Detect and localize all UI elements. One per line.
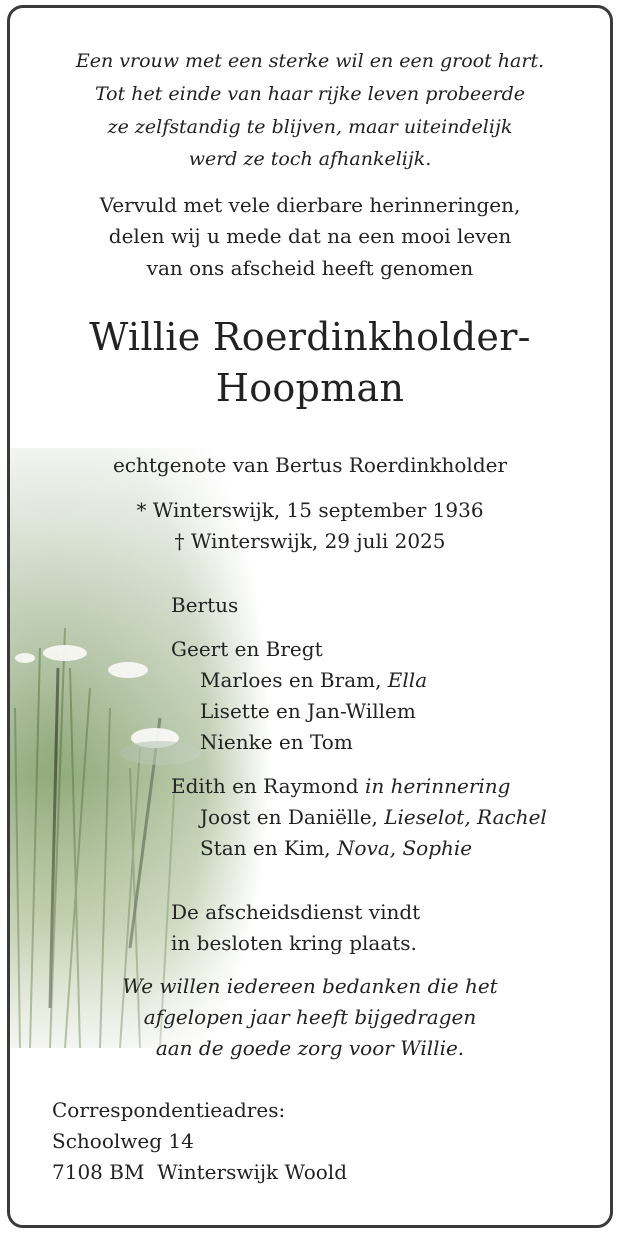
intro-quote-line: ze zelfstandig te blijven, maar uiteindelijk: [107, 116, 513, 138]
family-partner: Bertus: [171, 593, 239, 617]
family-member: Joost en Daniëlle, Lieselot, Rachel: [200, 805, 547, 829]
family-group-head: Geert en Bregt: [171, 637, 323, 661]
intro-quote-line: Een vrouw met een sterke wil en een groot hart.: [75, 50, 545, 72]
family-member: Marloes en Bram, Ella: [200, 668, 428, 692]
service-line: De afscheidsdienst vindt: [171, 900, 421, 924]
service-line: in besloten kring plaats.: [171, 931, 417, 955]
announcement-line: Vervuld met vele dierbare herinneringen,: [99, 193, 521, 217]
announcement-line: delen wij u mede dat na een mooi leven: [108, 224, 512, 248]
address-label: Correspondentieadres:: [52, 1098, 286, 1122]
family-member: Lisette en Jan-Willem: [200, 699, 416, 723]
deceased-surname: Hoopman: [215, 366, 405, 410]
family-group-head: Edith en Raymond in herinnering: [171, 774, 511, 798]
intro-quote-line: werd ze toch afhankelijk.: [188, 148, 432, 170]
thanks-line: We willen iedereen bedanken die het: [122, 974, 498, 998]
deceased-name: Willie Roerdinkholder-: [89, 315, 531, 359]
obituary-card: [7, 5, 613, 1228]
birth-line: * Winterswijk, 15 september 1936: [136, 498, 484, 522]
thanks-line: afgelopen jaar heeft bijgedragen: [143, 1005, 477, 1029]
death-line: † Winterswijk, 29 juli 2025: [174, 529, 446, 553]
family-member: Nienke en Tom: [200, 730, 353, 754]
family-member: Stan en Kim, Nova, Sophie: [200, 836, 473, 860]
announcement-line: van ons afscheid heeft genomen: [146, 256, 474, 280]
spouse-line: echtgenote van Bertus Roerdinkholder: [112, 453, 508, 477]
address-street: Schoolweg 14: [52, 1129, 194, 1153]
intro-quote-line: Tot het einde van haar rijke leven probeerde: [94, 83, 526, 105]
address-city: 7108 BM Winterswijk Woold: [52, 1160, 347, 1184]
thanks-line: aan de goede zorg voor Willie.: [155, 1036, 465, 1060]
